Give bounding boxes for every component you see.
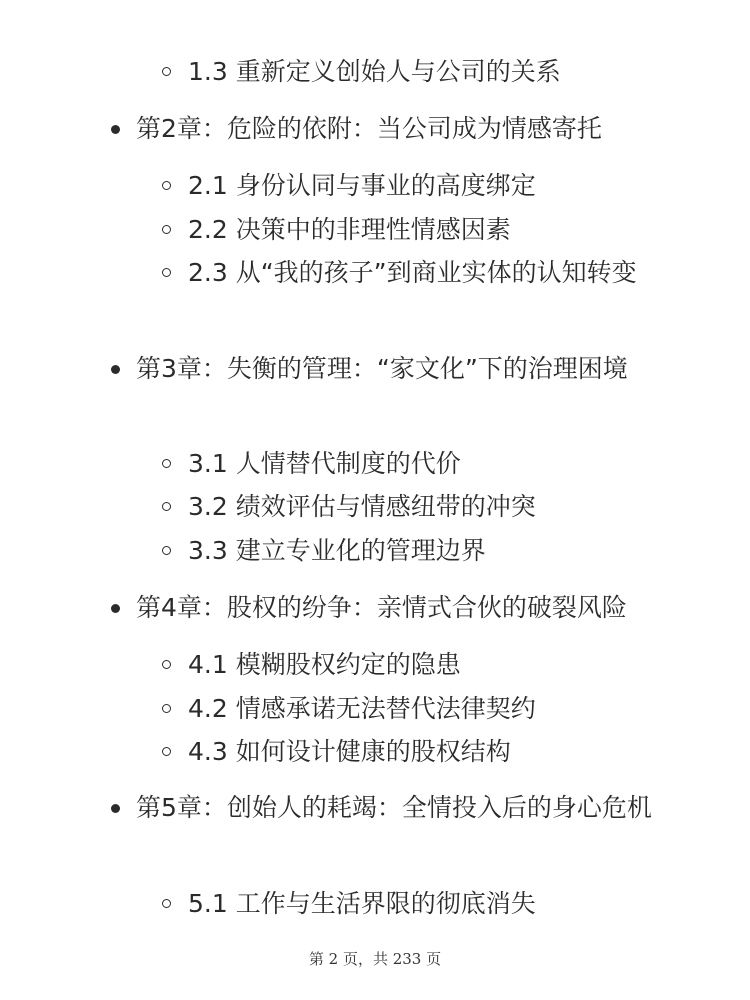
toc-subitem [160,531,698,571]
toc-subitem [160,645,698,685]
toc-subitem-text: 4.2 情感承诺无法替代法律契约 [188,694,536,723]
hollow-bullet-icon [162,502,171,511]
toc-subitem-text: 3.3 建立专业化的管理边界 [188,536,486,565]
hollow-bullet-icon [162,747,171,756]
toc-subitem [160,210,698,250]
toc-chapter [108,788,696,828]
toc-chapter-text: 第5章：创始人的耗竭：全情投入后的身心危机 [136,793,652,822]
toc-subitem [160,52,698,92]
toc-subitem-text: 2.3 从“我的孩子”到商业实体的认知转变 [188,258,637,287]
hollow-bullet-icon [162,704,171,713]
toc-subitem [160,487,698,527]
toc-subitem [160,732,698,772]
toc-subitem [160,444,698,484]
toc-chapter-text: 第4章：股权的纷争：亲情式合伙的破裂风险 [136,593,627,622]
hollow-bullet-icon [162,546,171,555]
page-number-footer: 第 2 页，共 233 页 [308,950,442,968]
toc-chapter [108,109,696,149]
hollow-bullet-icon [162,899,171,908]
toc-chapter-text: 第2章：危险的依附：当公司成为情感寄托 [136,114,602,143]
toc-subitem [160,166,698,206]
filled-bullet-icon [111,125,120,134]
hollow-bullet-icon [162,459,171,468]
toc-subitem-text: 1.3 重新定义创始人与公司的关系 [188,57,561,86]
toc-subitem-text: 2.2 决策中的非理性情感因素 [188,215,511,244]
filled-bullet-icon [111,804,120,813]
hollow-bullet-icon [162,660,171,669]
toc-subitem-text: 4.3 如何设计健康的股权结构 [188,737,511,766]
toc-subitem-text: 5.1 工作与生活界限的彻底消失 [188,889,536,918]
toc-subitem [160,689,698,729]
toc-subitem [160,253,698,293]
hollow-bullet-icon [162,67,171,76]
toc-subitem-text: 4.1 模糊股权约定的隐患 [188,650,461,679]
toc-subitem-text: 3.1 人情替代制度的代价 [188,449,461,478]
toc-chapter [108,349,696,389]
toc-subitem-text: 3.2 绩效评估与情感纽带的冲突 [188,492,536,521]
toc-chapter [108,588,696,628]
hollow-bullet-icon [162,268,171,277]
toc-chapter-text: 第3章：失衡的管理：“家文化”下的治理困境 [136,354,628,383]
toc-subitem [160,884,698,924]
hollow-bullet-icon [162,225,171,234]
filled-bullet-icon [111,604,120,613]
filled-bullet-icon [111,365,120,374]
hollow-bullet-icon [162,181,171,190]
toc-subitem-text: 2.1 身份认同与事业的高度绑定 [188,171,536,200]
